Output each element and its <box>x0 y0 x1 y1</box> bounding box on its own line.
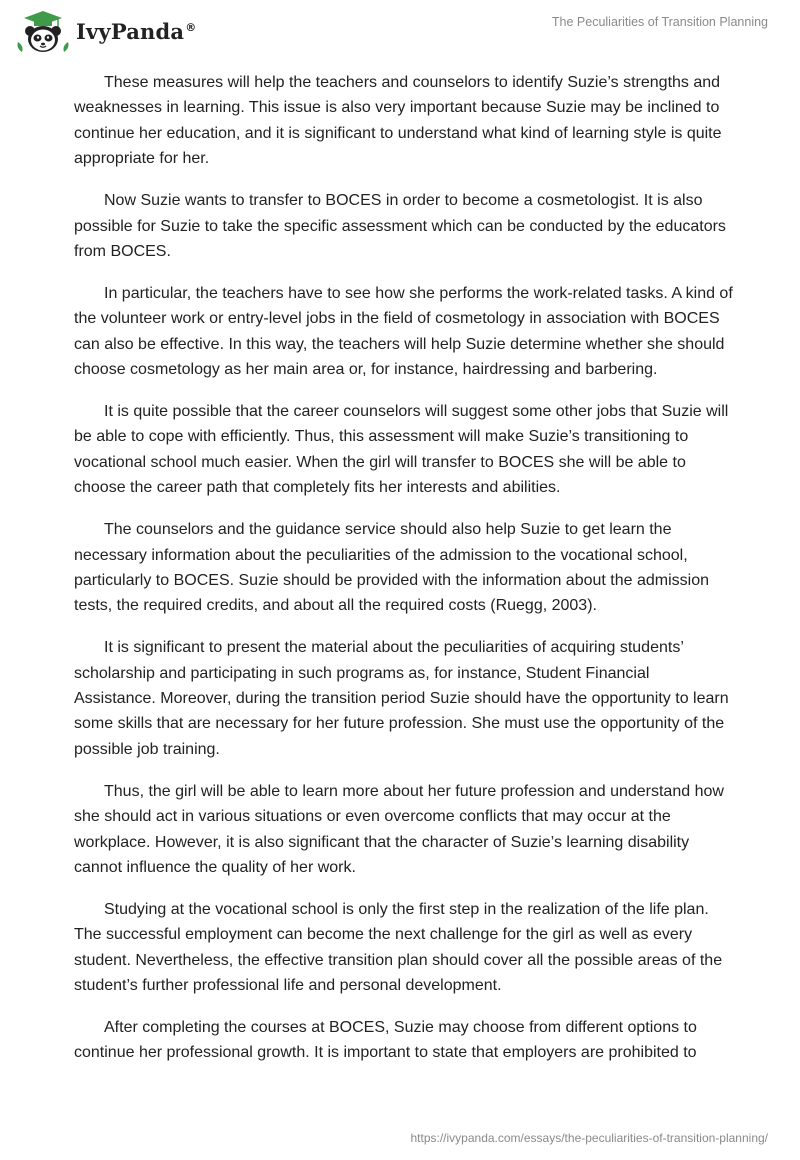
paragraph: After completing the courses at BOCES, Suzie may choose from different options to continue her professional growth. It is important to state that employers are prohibited to <box>74 1019 697 1062</box>
paragraph: These measures will help the teachers and counselors to identify Suzie’s strengths and weaknesses in learning. This issue is also very important because Suzie may be inclined to continue her education, and it is significant to understand what kind of learning style is quite appropriate for her. <box>74 74 722 168</box>
page-header <box>0 0 800 60</box>
paragraph: In particular, the teachers have to see how she performs the work-related tasks. A kind of the volunteer work or entry-level jobs in the field of cosmetology in association with BOCES can also be effective. In this way, the teachers will help Suzie determine whether she should choose cosmetology as her main area or, for instance, hairdressing and barbering. <box>74 284 733 379</box>
logo-wordmark: IvyPanda® <box>76 18 197 44</box>
paragraph: It is quite possible that the career counselors will suggest some other jobs that Suzie will be able to cope with efficiently. Thus, this assessment will make Suzie’s transitioning to vocational school much easier. When the girl will transfer to BOCES she will be able to choose the career path that completely fits her interests and abilities. <box>74 402 729 497</box>
paragraph: Thus, the girl will be able to learn more about her future profession and understand how she should act in various situations or even overcome conflicts that may occur at the workplace. However, it is also significant that the character of Suzie’s learning disability cannot influence the quality of her work. <box>74 782 724 876</box>
paragraph: It is significant to present the material about the peculiarities of acquiring students’ scholarship and participating in such programs as, for instance, Student Financial Assistance. Moreover, during the transition period Suzie should have the opportunity to learn some skills that are necessary for her future profession. She must use the opportunity of the possible job training. <box>74 639 729 758</box>
source-url[interactable]: https://ivypanda.com/essays/the-peculiarities-of-transition-planning/ <box>410 1131 768 1145</box>
ivypanda-logo[interactable] <box>14 8 196 54</box>
essay-body <box>74 70 734 1082</box>
paragraph: Studying at the vocational school is only the first step in the realization of the life plan. The successful employment can become the next challenge for the girl as well as every student. Nevertheless, the effective transition plan should cover all the possible areas of the student’s further professional life and personal development. <box>74 900 723 995</box>
paragraph: The counselors and the guidance service should also help Suzie to get learn the necessary information about the peculiarities of the admission to the vocational school, particularly to BOCES. Suzie should be provided with the information about the admission tests, the required credits, and about all the required costs (Ruegg, 2003). <box>74 521 710 615</box>
document-title: The Peculiarities of Transition Planning <box>551 15 768 29</box>
panda-graduate-icon <box>14 8 72 54</box>
paragraph: Now Suzie wants to transfer to BOCES in order to become a cosmetologist. It is also possible for Suzie to take the specific assessment which can be conducted by the educators from BOCES. <box>74 192 726 260</box>
